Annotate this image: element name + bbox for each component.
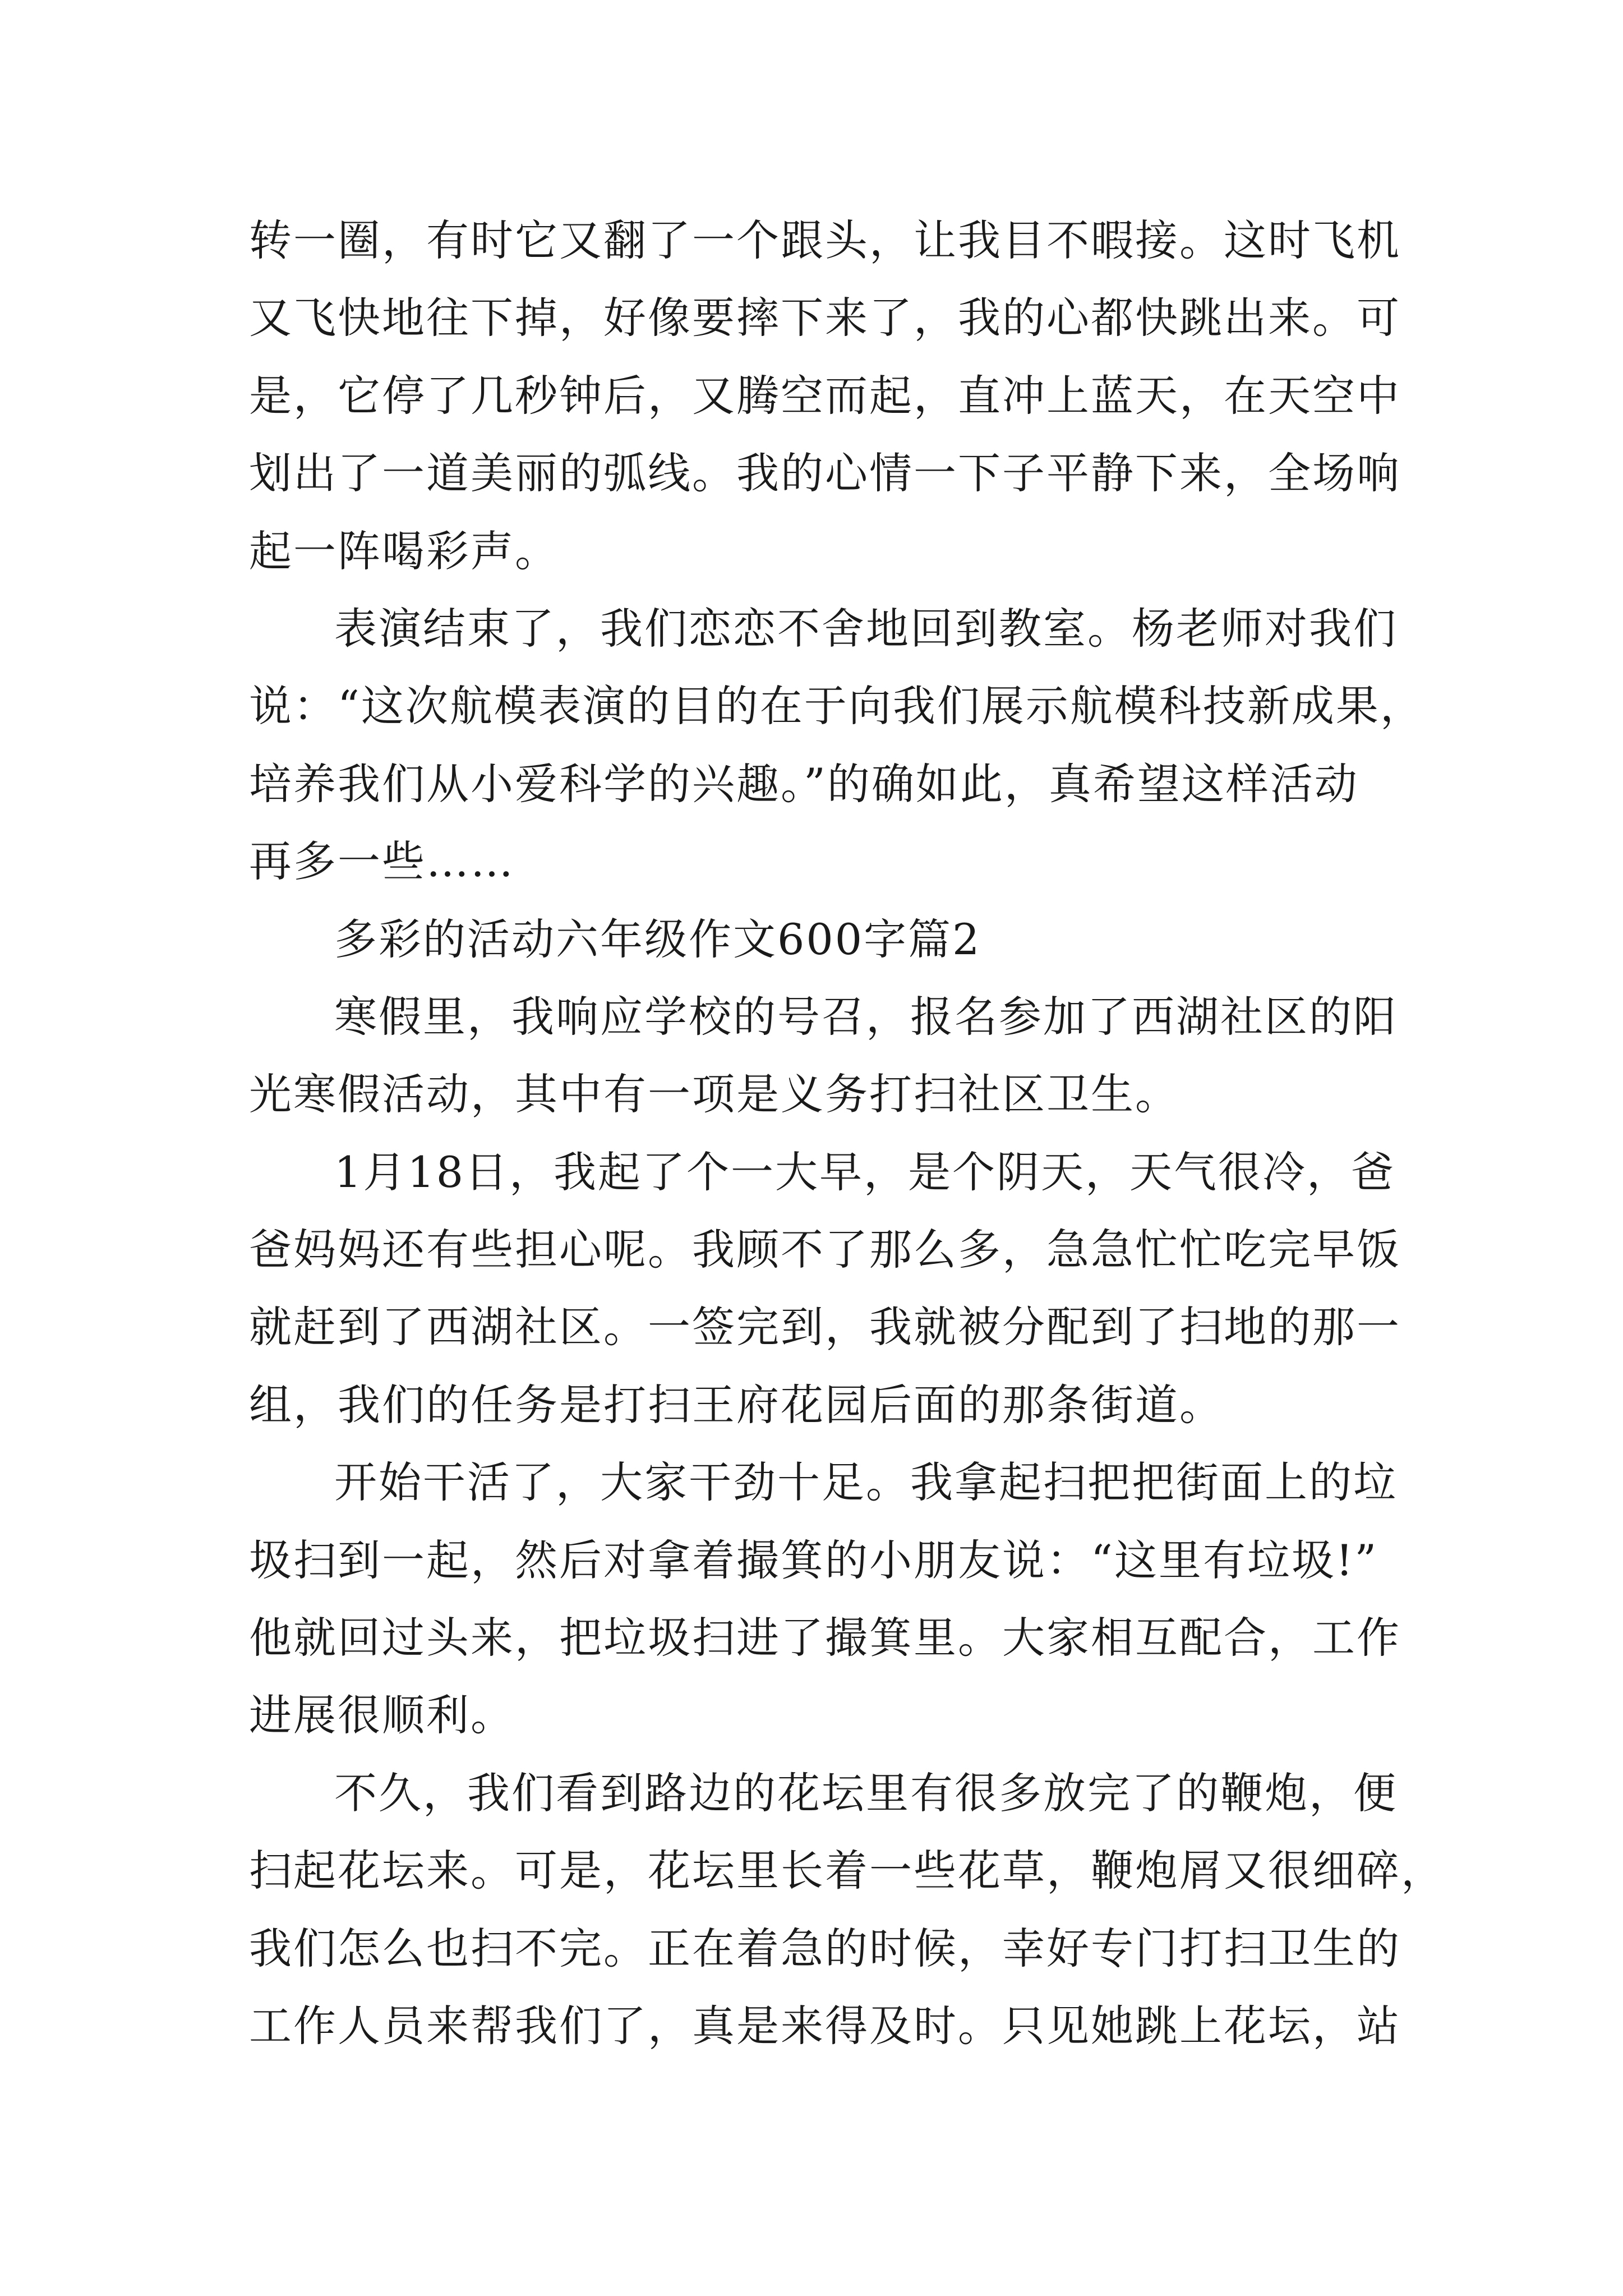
section-title — [249, 901, 1382, 978]
text-line: 圾扫到一起，然后对拿着撮箕的小朋友说：“这里有垃圾!” — [249, 1535, 1378, 1585]
text-line: 光寒假活动，其中有一项是义务打扫社区卫生。 — [249, 1069, 1179, 1120]
text-line: 再多一些…… — [249, 836, 515, 887]
text-line: 扫起花坛来。可是，花坛里长着一些花草，鞭炮屑又很细碎， — [249, 1846, 1445, 1896]
paragraph-jan-18 — [249, 1134, 1401, 1444]
text-line: 说：“这次航模表演的目的在于向我们展示航模科技新成果， — [249, 681, 1424, 731]
paragraph-start-work — [249, 1444, 1401, 1755]
text-line: 培养我们从小爱科学的兴趣。”的确如此，真希望这样活动 — [249, 758, 1359, 809]
text-line: 寒假里，我响应学校的号召，报名参加了西湖社区的阳 — [334, 991, 1398, 1042]
section-title-text: 多彩的活动六年级作文600字篇2 — [334, 914, 981, 964]
paragraph-continuation — [249, 202, 1401, 590]
text-line: 划出了一道美丽的弧线。我的心情一下子平静下来，全场响 — [249, 448, 1401, 499]
text-line: 不久，我们看到路边的花坛里有很多放完了的鞭炮，便 — [334, 1768, 1398, 1818]
text-line: 工作人员来帮我们了，真是来得及时。只见她跳上花坛，站 — [249, 2000, 1401, 2051]
text-line: 表演结束了，我们恋恋不舍地回到教室。杨老师对我们 — [334, 603, 1398, 654]
text-line: 开始干活了，大家干劲十足。我拿起扫把把街面上的垃 — [334, 1457, 1398, 1508]
text-line: 我们怎么也扫不完。正在着急的时候，幸好专门打扫卫生的 — [249, 1923, 1401, 1973]
text-line: 就赶到了西湖社区。一签完到，我就被分配到了扫地的那一 — [249, 1302, 1401, 1352]
text-line: 又飞快地往下掉，好像要摔下来了，我的心都快跳出来。可 — [249, 293, 1401, 343]
text-line: 起一阵喝彩声。 — [249, 526, 559, 576]
text-line: 是，它停了几秒钟后，又腾空而起，直冲上蓝天，在天空中 — [249, 370, 1401, 421]
text-line: 组，我们的任务是打扫王府花园后面的那条街道。 — [249, 1379, 1224, 1430]
paragraph-winter-break — [249, 978, 1398, 1134]
text-line: 进展很顺利。 — [249, 1690, 515, 1741]
paragraph-flower-bed — [249, 1755, 1445, 2065]
text-line: 转一圈，有时它又翻了一个跟头，让我目不暇接。这时飞机 — [249, 215, 1401, 265]
text-line: 爸妈妈还有些担心呢。我顾不了那么多，急急忙忙吃完早饭 — [249, 1225, 1401, 1275]
paragraph-performance-end — [249, 590, 1424, 901]
text-line: 1月18日，我起了个一大早，是个阴天，天气很冷，爸 — [334, 1147, 1396, 1197]
document-body — [249, 202, 1445, 2065]
text-line: 他就回过头来，把垃圾扫进了撮箕里。大家相互配合，工作 — [249, 1613, 1401, 1663]
